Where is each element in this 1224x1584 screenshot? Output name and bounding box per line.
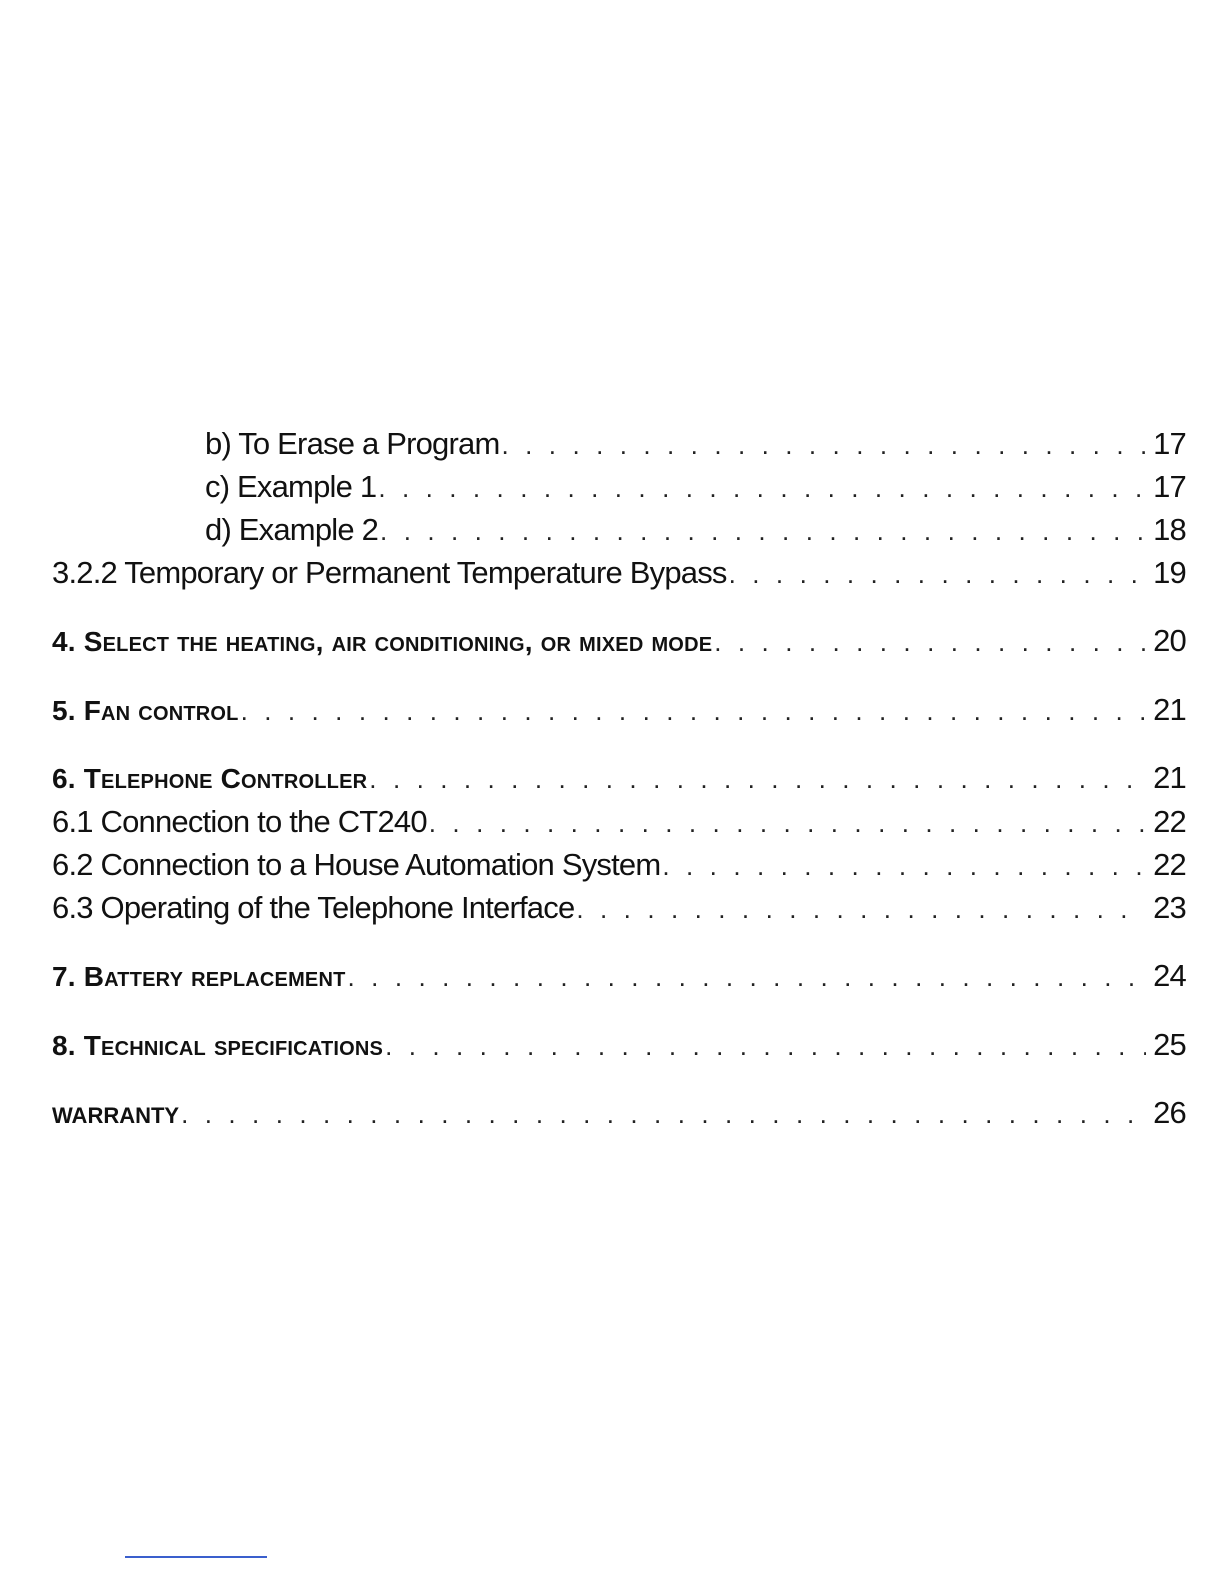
toc-entry-page: 23	[1153, 890, 1186, 925]
toc-entry-page: 18	[1153, 512, 1186, 547]
toc-entry-house-automation[interactable]	[52, 849, 1186, 880]
toc-section-8[interactable]	[52, 1029, 1186, 1060]
dot-leader	[502, 432, 1147, 458]
dot-leader	[729, 561, 1146, 587]
toc-entry-page: 22	[1153, 847, 1186, 882]
toc-entry-title: c) Example 1	[205, 469, 377, 504]
toc-entry-title: d) Example 2	[205, 512, 379, 547]
dot-leader	[369, 766, 1146, 792]
toc-entry-page: 19	[1153, 555, 1186, 590]
toc-section-page: 24	[1153, 958, 1186, 993]
dot-leader	[348, 964, 1146, 990]
toc-section-title: 4. Select the heating, air conditioning, or mixed mode	[52, 626, 713, 657]
toc-section-title: 8. Technical specifications	[52, 1030, 384, 1061]
toc-section-7[interactable]	[52, 960, 1186, 991]
dot-leader	[429, 810, 1146, 836]
toc-entry-example-2[interactable]	[205, 514, 1186, 545]
toc-entry-page: 22	[1153, 804, 1186, 839]
dot-leader	[714, 629, 1146, 655]
toc-entry-erase-program[interactable]	[205, 428, 1186, 459]
toc-section-page: 21	[1153, 760, 1186, 795]
toc-entry-page: 17	[1153, 426, 1186, 461]
toc-entry-title: 6.2 Connection to a House Automation System	[52, 847, 661, 882]
toc-entry-title: b) To Erase a Program	[205, 426, 500, 461]
toc-entry-temperature-bypass[interactable]	[52, 557, 1186, 588]
toc-section-warranty[interactable]	[52, 1097, 1186, 1128]
dot-leader	[576, 896, 1146, 922]
dot-leader	[181, 1101, 1146, 1127]
toc-section-5[interactable]	[52, 694, 1186, 725]
footer-rule	[125, 1556, 267, 1558]
toc-entry-page: 17	[1153, 469, 1186, 504]
toc-section-title: 5. Fan control	[52, 695, 239, 726]
toc-entry-title: 6.3 Operating of the Telephone Interface	[52, 890, 575, 925]
toc-section-title: WARRANTY	[52, 1103, 180, 1128]
toc-section-page: 20	[1153, 623, 1186, 658]
toc-section-page: 26	[1153, 1095, 1186, 1130]
toc-section-4[interactable]	[52, 625, 1186, 656]
toc-section-6[interactable]	[52, 762, 1186, 793]
dot-leader	[380, 518, 1146, 544]
toc-entry-example-1[interactable]	[205, 471, 1186, 502]
toc-entry-title: 6.1 Connection to the CT240	[52, 804, 427, 839]
toc-entry-connection-ct240[interactable]	[52, 806, 1186, 837]
dot-leader	[241, 698, 1146, 724]
dot-leader	[385, 1033, 1146, 1059]
toc-section-title: 7. Battery replacement	[52, 961, 346, 992]
dot-leader	[378, 475, 1146, 501]
toc-section-page: 25	[1153, 1027, 1186, 1062]
toc-entry-title: 3.2.2 Temporary or Permanent Temperature Bypass	[52, 555, 727, 590]
toc-section-title: 6. Telephone Controller	[52, 763, 368, 794]
toc-section-page: 21	[1153, 692, 1186, 727]
dot-leader	[662, 853, 1146, 879]
toc-entry-telephone-interface[interactable]	[52, 892, 1186, 923]
